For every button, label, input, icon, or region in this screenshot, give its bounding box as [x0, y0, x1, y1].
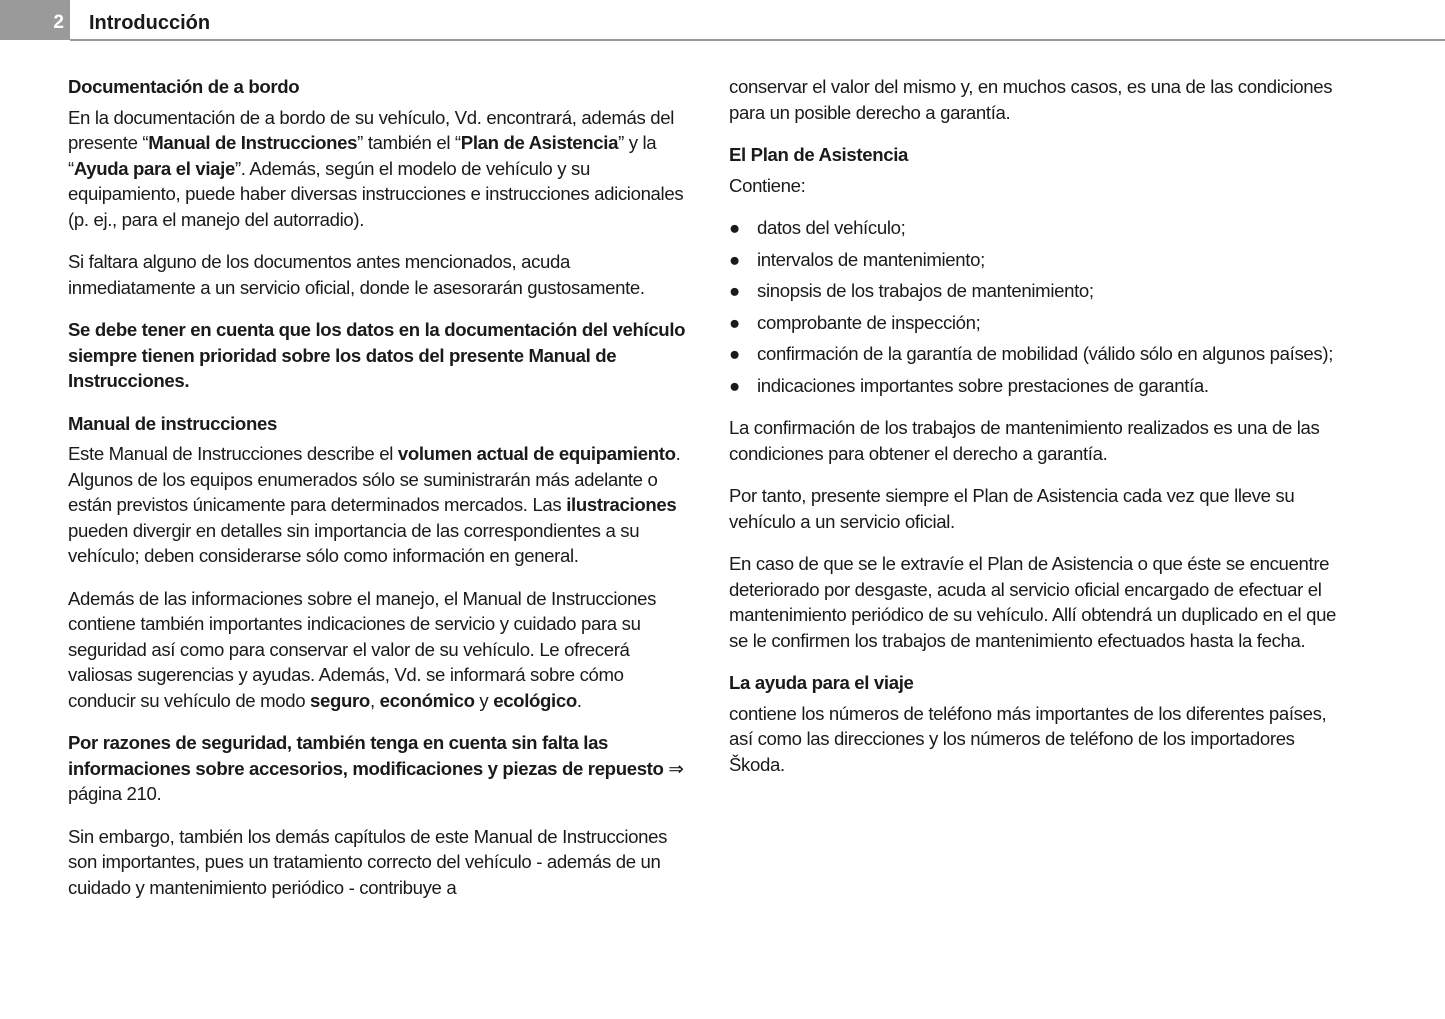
list-item [729, 278, 1347, 304]
bold-text: seguro [310, 689, 370, 711]
bold-text: económico [379, 689, 475, 711]
section-heading: Documentación de a bordo [68, 76, 300, 97]
text: ” y la “ [68, 132, 657, 179]
list-item-text: confirmación de la garantía de mobilidad (válido sólo en algunos países); [757, 343, 1334, 364]
text: pueden divergir en detalles sin importancia de las correspondientes a su vehículo; deben considerarse sólo como información en general. [68, 519, 640, 566]
paragraph [729, 415, 1347, 466]
bold-text: ilustraciones [566, 494, 677, 515]
right-column [729, 74, 1347, 794]
list-item [729, 373, 1347, 399]
paragraph [68, 586, 686, 714]
paragraph [68, 105, 686, 233]
list-item-text: intervalos de mantenimiento; [757, 248, 985, 270]
text: contiene los números de teléfono más importantes de los diferentes países, así como las direcciones y los números de teléfono de los importadores Škoda. [729, 702, 1327, 775]
text: ” también el “ [357, 132, 461, 153]
list-item [729, 215, 1347, 241]
paragraph [729, 701, 1347, 778]
text: y [474, 689, 494, 711]
paragraph [68, 317, 686, 394]
header-divider [70, 39, 1445, 41]
paragraph [729, 173, 1347, 199]
list-item-text: sinopsis de los trabajos de mantenimiento; [757, 280, 1094, 301]
bullet-icon: ● [729, 280, 740, 301]
paragraph [68, 730, 686, 807]
bullet-icon: ● [729, 217, 740, 238]
bold-text: Manual de Instrucciones [148, 132, 358, 153]
text: Además de las informaciones sobre el manejo, el Manual de Instrucciones contiene también importantes indicaciones de servicio y cuidado para su seguridad así como para conservar el valor de su vehículo. Le ofrecerá valiosas sugerencias y ayudas. Además, Vd. se informará sobre cómo conducir su vehículo de modo [68, 587, 657, 711]
paragraph [729, 483, 1347, 534]
bold-text: Se debe tener en cuenta que los datos en la documentación del vehículo siempre tienen prioridad sobre los datos del presente Manual de Instrucciones. [68, 319, 686, 391]
list-item-text: datos del vehículo; [757, 217, 906, 238]
text: . Algunos de los equipos enumerados sólo se suministrarán más adelante o están previstos únicamente para determinados mercados. Las [68, 443, 681, 515]
paragraph [729, 551, 1347, 653]
bold-text: Plan de Asistencia [460, 132, 619, 153]
bullet-icon: ● [729, 311, 740, 333]
text: , [369, 689, 380, 711]
paragraph [729, 74, 1347, 125]
text: Por tanto, presente siempre el Plan de Asistencia cada vez que lleve su vehículo a un servicio oficial. [729, 485, 1295, 532]
bullet-icon: ● [729, 374, 740, 396]
list-item [729, 310, 1347, 336]
bold-text: volumen actual de equipamiento [397, 443, 676, 464]
text: ⇒ página 210. [68, 757, 684, 804]
paragraph [68, 824, 686, 901]
bold-text: Por razones de seguridad, también tenga en cuenta sin falta las informaciones sobre accesorios, modificaciones y piezas de repuesto [68, 732, 664, 779]
text: Contiene: [729, 174, 806, 196]
section-heading: Manual de instrucciones [68, 412, 277, 434]
chapter-title: Introducción [89, 12, 211, 34]
bullet-icon: ● [729, 248, 740, 270]
bullet-icon: ● [729, 343, 740, 364]
section-heading: El Plan de Asistencia [729, 144, 909, 165]
text: Este Manual de Instrucciones describe el [68, 443, 398, 464]
page-number: 2 [0, 0, 70, 40]
list-item [729, 341, 1347, 367]
bold-text: ecológico [493, 689, 577, 711]
text: Si faltara alguno de los documentos antes mencionados, acuda inmediatamente a un servicio oficial, donde le asesorarán gustosamente. [68, 251, 645, 298]
text: conservar el valor del mismo y, en muchos casos, es una de las condiciones para un posible derecho a garantía. [729, 76, 1333, 123]
paragraph [68, 249, 686, 300]
list-item-text: comprobante de inspección; [757, 311, 981, 333]
text: La confirmación de los trabajos de mantenimiento realizados es una de las condiciones para obtener el derecho a garantía. [729, 417, 1320, 464]
text: ”. Además, según el modelo de vehículo y su equipamiento, puede haber diversas instrucciones e instrucciones adicionales (p. ej., para el manejo del autorradio). [68, 157, 684, 230]
text: Sin embargo, también los demás capítulos de este Manual de Instrucciones son importantes, pues un tratamiento correcto del vehículo - además de un cuidado y mantenimiento periódico - contribuye a [68, 825, 668, 898]
paragraph [68, 441, 686, 569]
bold-text: Ayuda para el viaje [73, 157, 235, 179]
list-item-text: indicaciones importantes sobre prestaciones de garantía. [757, 374, 1209, 396]
text: . [576, 689, 582, 711]
left-column [68, 74, 686, 917]
bullet-list [729, 215, 1347, 398]
text: En caso de que se le extravíe el Plan de Asistencia o que éste se encuentre deteriorado por desgaste, acuda al servicio oficial encargado de efectuar el mantenimiento periódico de su vehículo. Allí obtendrá un duplicado en el que se le confirmen los trabajos de mantenimiento efectuados hasta la fecha. [729, 553, 1337, 651]
section-heading: La ayuda para el viaje [729, 672, 914, 693]
list-item [729, 247, 1347, 273]
text: En la documentación de a bordo de su vehículo, Vd. encontrará, además del presente “ [68, 106, 675, 153]
